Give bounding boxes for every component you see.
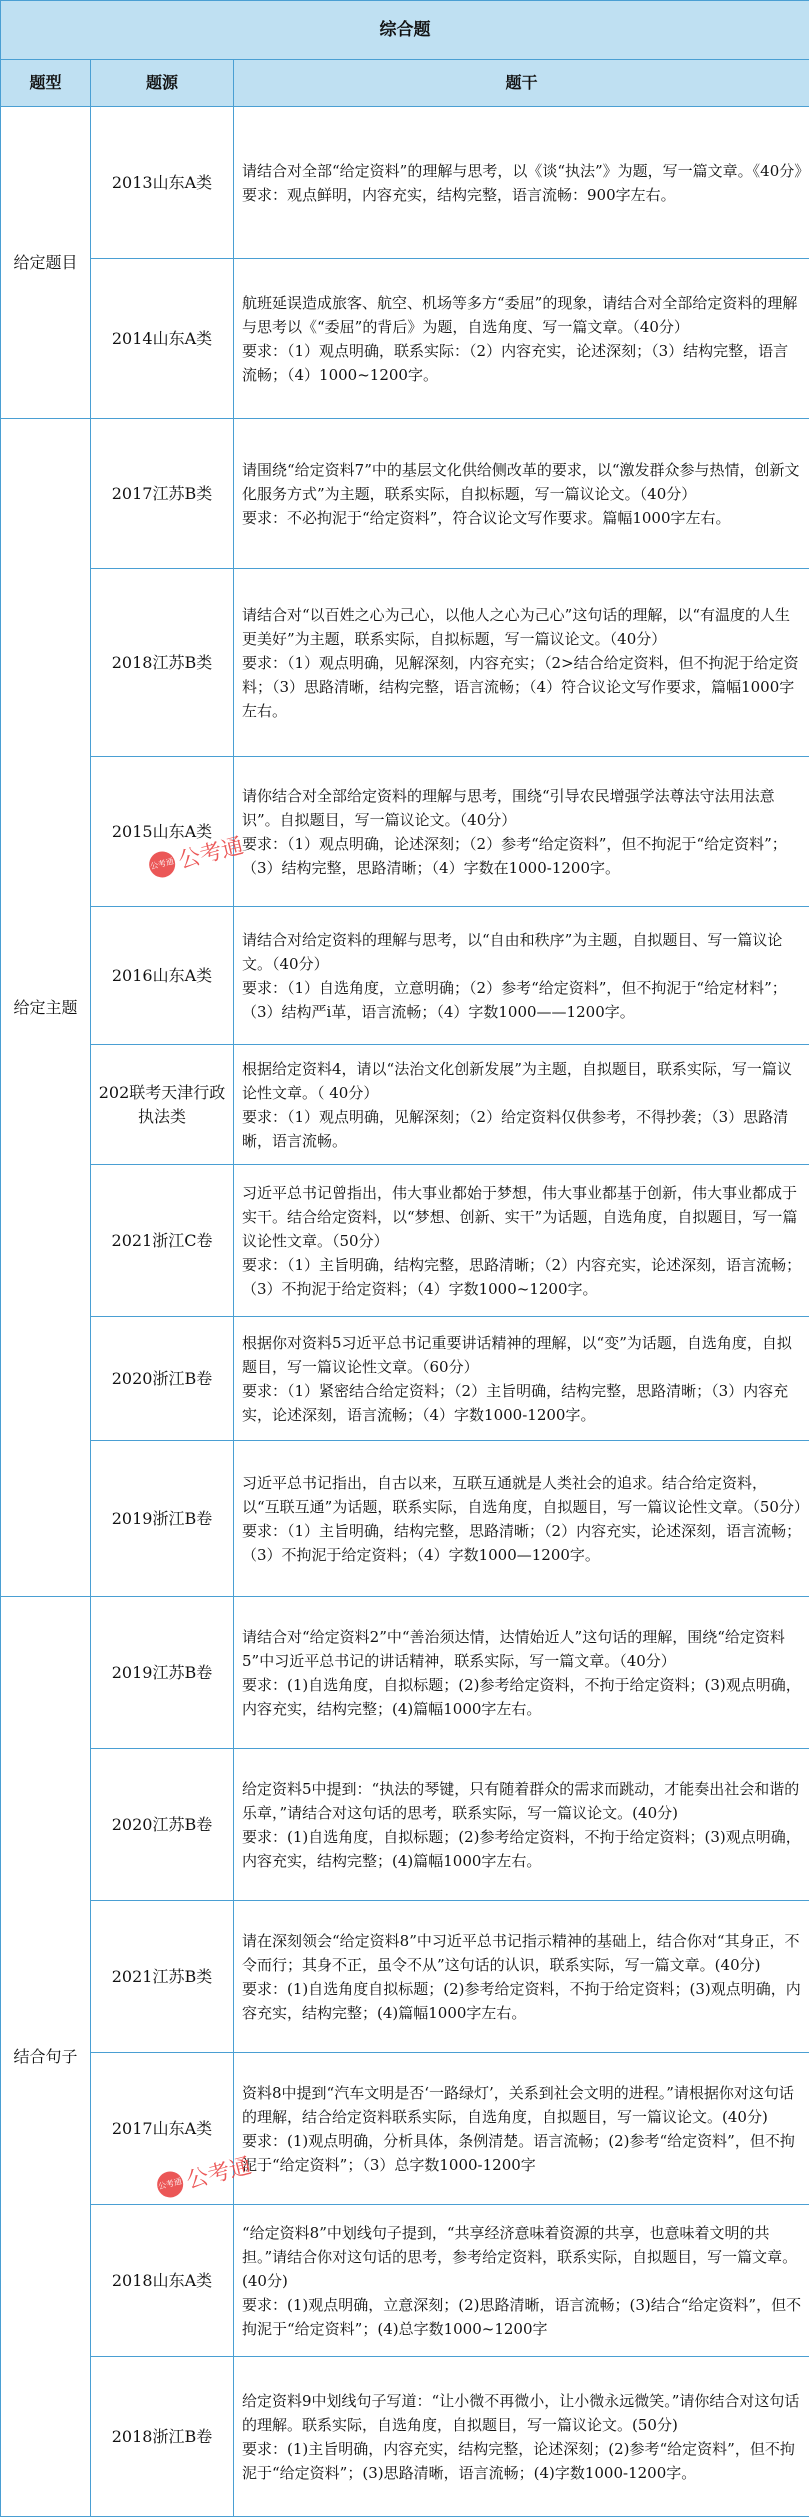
question-prompt: 请结合对“给定资料2”中“善治须达情，达情始近人”这句话的理解，围绕“给定资料5”中习近平总书记的讲话精神，联系实际，写一篇文章。（40分） <box>242 1625 803 1673</box>
question-requirements: 要求：(1)观点明确，立意深刻；(2)思路清晰，语言流畅；(3)结合“给定资料”，但不拘泥于“给定资料”；(4)总字数1000~1200字 <box>242 2293 803 2341</box>
question-prompt: 习近平总书记曾指出，伟大事业都始于梦想，伟大事业都基于创新，伟大事业都成于实干。结合给定资料，以“梦想、创新、实干”为话题，自选角度，自拟题目，写一篇议论性文章。（50分） <box>242 1181 803 1253</box>
question-requirements: 要求：（1）观点明确，见解深刻，内容充实；（2>结合给定资料，但不拘泥于给定资料；（3）思路清晰，结构完整，语言流畅；（4）符合议论文写作要求，篇幅1000字左右。 <box>242 651 803 723</box>
question-prompt: 请在深刻领会“给定资料8”中习近平总书记指示精神的基础上，结合你对“其身正，不令而行；其身不正，虽令不从”这句话的认识，联系实际，写一篇文章。(40分) <box>242 1929 803 1977</box>
question-type-cell: 给定主题 <box>1 419 91 1597</box>
source-cell: 2020江苏B卷 <box>91 1749 234 1901</box>
question-stem-cell <box>234 1165 809 1317</box>
table-row <box>1 107 809 259</box>
question-requirements: 要求：（1）自选角度，立意明确；（2）参考“给定资料”，但不拘泥于“给定材料”；（3）结构严i革，语言流畅；（4）字数1000——1200字。 <box>242 976 803 1024</box>
question-type-cell: 给定题目 <box>1 107 91 419</box>
question-prompt: 航班延误造成旅客、航空、机场等多方“委屈”的现象，请结合对全部给定资料的理解与思考以《“委屈”的背后》为题，自选角度、写一篇文章。（40分） <box>242 291 803 339</box>
question-stem-cell <box>234 259 809 419</box>
source-cell: 2014山东A类 <box>91 259 234 419</box>
source-cell: 2018江苏B类 <box>91 569 234 757</box>
question-requirements: 要求：（1）紧密结合给定资料；（2）主旨明确，结构完整，思路清晰；（3）内容充实，论述深刻，语言流畅；（4）字数1000-1200字。 <box>242 1379 803 1427</box>
table-row <box>1 757 809 907</box>
question-requirements: 要求：不必拘泥于“给定资料”，符合议论文写作要求。篇幅1000字左右。 <box>242 506 803 530</box>
question-prompt: “给定资料8”中划线句子提到，“共享经济意味着资源的共享，也意味着文明的共担。”请结合你对这句话的思考，参考给定资料，联系实际，自拟题目，写一篇文章。(40分) <box>242 2221 803 2293</box>
table-row <box>1 569 809 757</box>
source-cell: 2021江苏B类 <box>91 1901 234 2053</box>
question-requirements: 要求：（1）观点明确，联系实际：（2）内容充实，论述深刻；（3）结构完整，语言流畅；（4）1000~1200字。 <box>242 339 803 387</box>
table-row <box>1 907 809 1045</box>
question-stem-cell <box>234 1597 809 1749</box>
question-prompt: 给定资料9中划线句子写道：“让小微不再微小，让小微永远微笑。”请你结合对这句话的理解。联系实际，自选角度，自拟题目，写一篇议论文。(50分) <box>242 2389 803 2437</box>
table-row <box>1 1045 809 1165</box>
question-requirements: 要求：(1)观点明确，分析具体，条例清楚。语言流畅；(2)参考“给定资料”，但不拘泥于“给定资料”；（3）总字数1000-1200字 <box>242 2129 803 2177</box>
question-prompt: 给定资料5中提到：“执法的琴键，只有随着群众的需求而跳动，才能奏出社会和谐的乐章，”请结合对这句话的思考，联系实际，写一篇议论文。(40分) <box>242 1777 803 1825</box>
question-stem-cell <box>234 2053 809 2205</box>
column-header-source: 题源 <box>91 60 234 107</box>
source-cell: 2017山东A类 <box>91 2053 234 2205</box>
column-header-type: 题型 <box>1 60 91 107</box>
question-stem-cell <box>234 419 809 569</box>
source-cell: 2017江苏B类 <box>91 419 234 569</box>
source-cell: 202联考天津行政执法类 <box>91 1045 234 1165</box>
source-cell: 2019浙江B卷 <box>91 1441 234 1597</box>
table-row <box>1 2205 809 2357</box>
question-prompt: 习近平总书记指出，自古以来，互联互通就是人类社会的追求。结合给定资料，以“互联互通”为话题，联系实际，自选角度，自拟题目，写一篇议论性文章。（50分） <box>242 1471 803 1519</box>
brand-logo-icon: 公考通 <box>146 848 178 880</box>
table-row <box>1 1317 809 1441</box>
table-row <box>1 259 809 419</box>
source-cell: 2015山东A类 <box>91 757 234 907</box>
question-requirements: 要求：（1）主旨明确，结构完整，思路清晰；（2）内容充实，论述深刻，语言流畅；（3）不拘泥于给定资料；（4）字数1000—1200字。 <box>242 1519 803 1567</box>
brand-logo-icon: 公考通 <box>154 2168 186 2200</box>
question-type-cell: 结合句子 <box>1 1597 91 2517</box>
question-stem-cell <box>234 907 809 1045</box>
source-cell: 2021浙江C卷 <box>91 1165 234 1317</box>
question-stem-cell <box>234 107 809 259</box>
table-row <box>1 1597 809 1749</box>
source-cell: 2016山东A类 <box>91 907 234 1045</box>
question-prompt: 根据给定资料4，请以“法治文化创新发展”为主题，自拟题目，联系实际，写一篇议论性文章。（ 40分） <box>242 1057 803 1105</box>
column-header-stem: 题干 <box>234 60 809 107</box>
question-prompt: 资料8中提到“汽车文明是否‘一路绿灯’，关系到社会文明的进程。”请根据你对这句话的理解，结合给定资料联系实际，自选角度，自拟题目，写一篇议论文。(40分) <box>242 2081 803 2129</box>
source-cell: 2019江苏B卷 <box>91 1597 234 1749</box>
question-prompt: 请结合对全部“给定资料”的理解与思考，以《谈“执法”》为题，写一篇文章。《40分》 <box>242 159 803 183</box>
question-prompt: 请结合对“以百姓之心为己心，以他人之心为己心”这句话的理解，以“有温度的人生更美好”为主题，联系实际，自拟标题，写一篇议论文。（40分） <box>242 603 803 651</box>
table-row <box>1 2053 809 2205</box>
question-stem-cell <box>234 1045 809 1165</box>
question-requirements: 要求：（1）主旨明确，结构完整，思路清晰；（2）内容充实，论述深刻，语言流畅；（3）不拘泥于给定资料；（4）字数1000~1200字。 <box>242 1253 803 1301</box>
watermark-text: 公考通 <box>175 829 247 875</box>
question-prompt: 请围绕“给定资料7”中的基层文化供给侧改革的要求，以“激发群众参与热情，创新文化服务方式”为主题，联系实际，自拟标题，写一篇议论文。（40分） <box>242 458 803 506</box>
source-cell: 2013山东A类 <box>91 107 234 259</box>
table-row <box>1 1441 809 1597</box>
table-title: 综合题 <box>1 1 809 60</box>
question-stem-cell <box>234 1901 809 2053</box>
question-requirements: 要求：(1)自选角度，自拟标题；(2)参考给定资料，不拘于给定资料；(3)观点明确，内容充实，结构完整；(4)篇幅1000字左右。 <box>242 1673 803 1721</box>
question-prompt: 请你结合对全部给定资料的理解与思考，围绕“引导农民增强学法尊法守法用法意识”。自拟题目，写一篇议论文。（40分） <box>242 784 803 832</box>
source-cell: 2020浙江B卷 <box>91 1317 234 1441</box>
question-stem-cell <box>234 2205 809 2357</box>
table-row <box>1 1901 809 2053</box>
table-row <box>1 1165 809 1317</box>
source-cell: 2018山东A类 <box>91 2205 234 2357</box>
question-stem-cell <box>234 1441 809 1597</box>
question-requirements: 要求：（1）观点明确，见解深刻；（2）给定资料仅供参考，不得抄袭；（3）思路清晰，语言流畅。 <box>242 1105 803 1153</box>
watermark-text: 公考通 <box>183 2149 255 2195</box>
question-requirements: 要求：(1)主旨明确，内容充实，结构完整，论述深刻；(2)参考“给定资料”，但不拘泥于“给定资料”；(3)思路清晰，语言流畅；(4)字数1000-1200字。 <box>242 2437 803 2485</box>
table-row <box>1 1749 809 1901</box>
question-stem-cell <box>234 2357 809 2517</box>
question-requirements: 要求：(1)自选角度，自拟标题；(2)参考给定资料，不拘于给定资料；(3)观点明确，内容充实，结构完整；(4)篇幅1000字左右。 <box>242 1825 803 1873</box>
question-requirements: 要求：（1）观点明确，论述深刻；（2）参考“给定资料”，但不拘泥于“给定资料”；（3）结构完整，思路清晰；（4）字数在1000-1200字。 <box>242 832 803 880</box>
question-stem-cell <box>234 569 809 757</box>
question-stem-cell <box>234 1749 809 1901</box>
table-row <box>1 419 809 569</box>
source-cell: 2018浙江B卷 <box>91 2357 234 2517</box>
question-stem-cell <box>234 1317 809 1441</box>
question-requirements: 要求：(1)自选角度自拟标题；(2)参考给定资料，不拘于给定资料；(3)观点明确，内容充实，结构完整；(4)篇幅1000字左右。 <box>242 1977 803 2025</box>
question-prompt: 请结合对给定资料的理解与思考，以“自由和秩序”为主题，自拟题目、写一篇议论文。（40分） <box>242 928 803 976</box>
question-prompt: 根据你对资料5习近平总书记重要讲话精神的理解，以“变”为话题，自选角度，自拟题目，写一篇议论性文章。（60分） <box>242 1331 803 1379</box>
question-stem-cell <box>234 757 809 907</box>
table-row <box>1 2357 809 2517</box>
question-requirements: 要求：观点鲜明，内容充实，结构完整，语言流畅：900字左右。 <box>242 183 803 207</box>
